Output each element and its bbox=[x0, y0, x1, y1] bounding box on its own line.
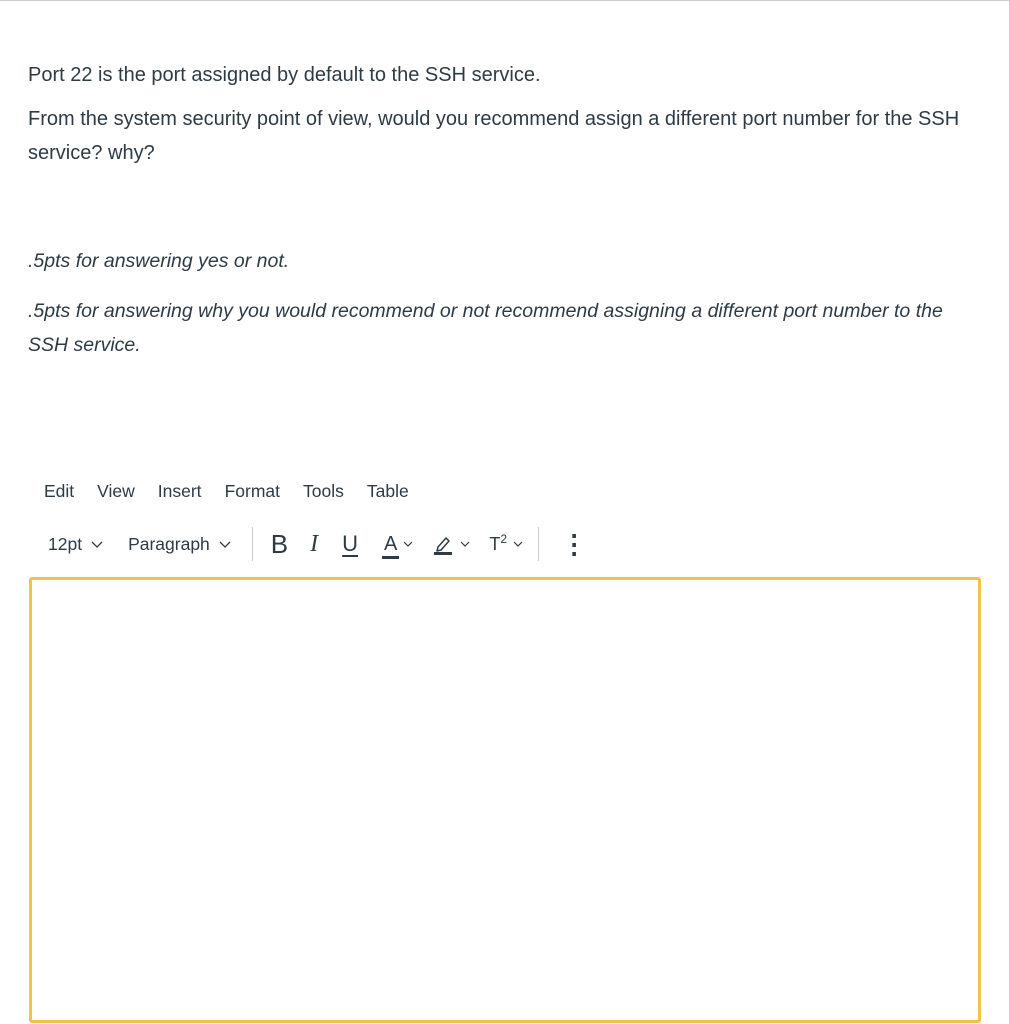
underline-button[interactable] bbox=[330, 522, 370, 566]
italic-icon: I bbox=[310, 530, 319, 557]
menu-tools[interactable]: Tools bbox=[303, 480, 344, 501]
toolbar-divider bbox=[252, 527, 253, 561]
menu-view[interactable]: View bbox=[97, 480, 135, 501]
block-format-value: Paragraph bbox=[128, 533, 210, 554]
bold-button[interactable] bbox=[261, 522, 298, 566]
menu-table[interactable]: Table bbox=[366, 480, 409, 501]
grading-note-2: .5pts for answering why you would recommend or not recommend assigning a different port number to the SSH service. bbox=[28, 300, 943, 356]
question-paragraph-2: From the system security point of view, would you recommend assign a different port number for the SSH service? why? bbox=[28, 108, 960, 164]
chevron-down-icon bbox=[459, 538, 471, 550]
editor-menubar bbox=[32, 474, 420, 508]
toolbar-divider bbox=[538, 527, 539, 561]
chevron-down-icon bbox=[402, 538, 414, 550]
menu-insert[interactable]: Insert bbox=[157, 480, 202, 501]
grading-notes bbox=[28, 244, 988, 362]
question-text bbox=[28, 58, 988, 170]
chevron-down-icon bbox=[90, 537, 104, 551]
text-color-button[interactable] bbox=[370, 522, 420, 566]
superscript-button[interactable] bbox=[477, 522, 530, 566]
block-format-select[interactable] bbox=[116, 522, 244, 566]
answer-editor[interactable] bbox=[29, 577, 981, 1023]
more-vertical-icon: ⋮ bbox=[561, 528, 588, 559]
chevron-down-icon bbox=[512, 538, 524, 550]
italic-button[interactable] bbox=[298, 522, 330, 566]
chevron-down-icon bbox=[218, 537, 232, 551]
menu-edit[interactable]: Edit bbox=[44, 480, 75, 501]
font-size-select[interactable] bbox=[36, 522, 116, 566]
bold-icon: B bbox=[270, 528, 289, 559]
font-size-value: 12pt bbox=[48, 533, 83, 554]
underline-icon: U bbox=[342, 531, 359, 556]
highlight-color-button[interactable] bbox=[420, 522, 477, 566]
text-color-icon: A bbox=[384, 533, 398, 555]
question-paragraph-1: Port 22 is the port assigned by default to the SSH service. bbox=[28, 64, 541, 86]
editor-toolbar bbox=[36, 522, 601, 566]
menu-format[interactable]: Format bbox=[224, 480, 280, 501]
highlighter-icon bbox=[432, 533, 454, 555]
grading-note-1: .5pts for answering yes or not. bbox=[28, 250, 290, 272]
more-options-button[interactable] bbox=[547, 522, 601, 566]
superscript-icon: $T^2$ bbox=[489, 531, 508, 554]
